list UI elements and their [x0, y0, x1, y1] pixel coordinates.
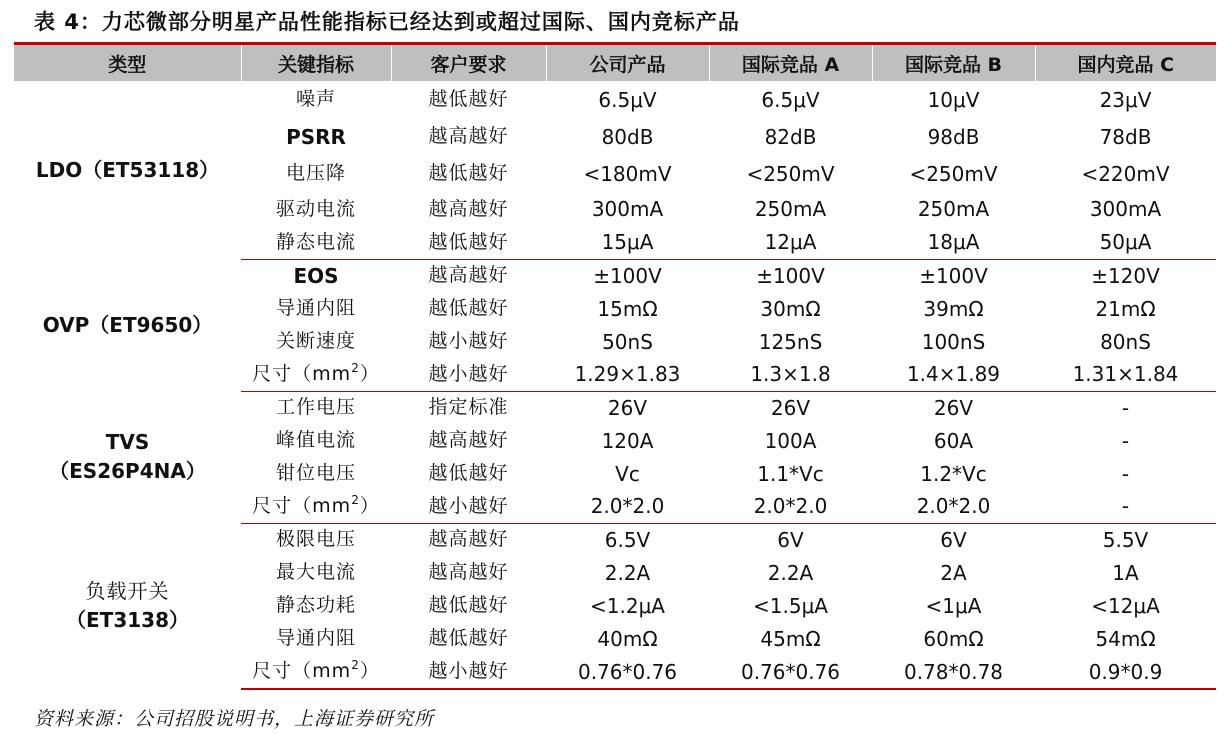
table-row	[14, 259, 1216, 292]
value-cell: 0.76*0.76	[709, 655, 872, 689]
table-row	[14, 523, 1216, 556]
value-cell: 45mΩ	[760, 626, 821, 651]
superscript: 2	[351, 360, 360, 375]
metric-cell: 电压降	[285, 162, 346, 184]
comparison-table	[14, 45, 1216, 690]
requirement-cell: 越低越好	[428, 162, 509, 184]
table-row	[14, 391, 1216, 424]
value-cell: 2.0*2.0	[709, 490, 872, 523]
value-cell: <250mV	[909, 161, 998, 186]
value-cell: -	[1121, 461, 1130, 486]
metric-label-tail: ）	[359, 660, 380, 682]
requirement-cell: 指定标准	[428, 396, 509, 419]
metric-cell: 导通内阻	[275, 297, 356, 319]
value-cell: ±120V	[1091, 263, 1160, 288]
value-cell: 2.0*2.0	[872, 490, 1035, 523]
metric-cell: 导通内阻	[275, 627, 356, 649]
superscript: 2	[351, 492, 360, 507]
requirement-cell: 越高越好	[428, 561, 509, 583]
table-row	[14, 81, 1216, 118]
value-cell: 80nS	[1100, 329, 1151, 354]
requirement-cell: 越低越好	[428, 297, 509, 319]
value-cell: <1.2μA	[590, 593, 665, 618]
metric-cell: 驱动电流	[275, 197, 356, 220]
value-cell: 98dB	[927, 124, 980, 149]
value-cell: 300mA	[1089, 197, 1162, 221]
value-cell: 50nS	[602, 329, 653, 354]
value-cell: 60A	[933, 428, 974, 453]
value-cell: 18μA	[872, 226, 1035, 259]
value-cell: ±100V	[756, 263, 825, 288]
metric-cell: PSRR	[286, 124, 346, 149]
metric-label-tail: ）	[359, 494, 380, 517]
requirement-cell: 越低越好	[428, 88, 509, 110]
value-cell: 80dB	[601, 124, 654, 149]
category-tvs	[14, 391, 241, 523]
value-cell: 21mΩ	[1095, 296, 1156, 321]
table-title: 表 4：力芯微部分明星产品性能指标已经达到或超过国际、国内竞标产品	[34, 10, 740, 34]
header-company: 公司产品	[546, 45, 709, 81]
value-cell: 125nS	[758, 329, 823, 354]
value-cell: -	[1035, 490, 1216, 523]
requirement-cell: 越小越好	[428, 330, 509, 352]
value-cell: 15μA	[546, 226, 709, 259]
value-cell: 6V	[777, 527, 804, 552]
metric-cell: 静态电流	[241, 226, 391, 259]
value-cell: Vc	[615, 461, 640, 486]
requirement-cell: 越高越好	[428, 197, 509, 220]
metric-cell: 钳位电压	[275, 462, 356, 484]
header-row	[14, 45, 1216, 81]
metric-label-tail: ）	[359, 362, 380, 385]
value-cell: <220mV	[1081, 161, 1170, 186]
requirement-cell: 越低越好	[428, 462, 509, 484]
header-metric: 关键指标	[241, 45, 391, 81]
category-load-switch	[14, 523, 241, 689]
metric-label: 尺寸（mm	[252, 494, 352, 517]
value-cell: <1.5μA	[753, 593, 828, 618]
superscript: 2	[351, 658, 360, 672]
value-cell: 50μA	[1035, 226, 1216, 259]
value-cell: 60mΩ	[923, 626, 984, 651]
value-cell: 23μV	[1099, 87, 1152, 112]
value-cell: 5.5V	[1102, 527, 1149, 552]
value-cell: 26V	[933, 395, 974, 420]
value-cell: 0.9*0.9	[1035, 655, 1216, 689]
requirement-cell: 越高越好	[428, 264, 509, 287]
metric-cell: 峰值电流	[275, 429, 356, 451]
requirement-cell: 越高越好	[428, 429, 509, 451]
value-cell: 39mΩ	[923, 296, 984, 321]
requirement-cell: 越低越好	[428, 627, 509, 649]
value-cell: 1.29×1.83	[546, 358, 709, 391]
value-cell: <1μA	[925, 593, 982, 618]
value-cell: 300mA	[591, 197, 664, 221]
category-name: 负载开关	[85, 579, 170, 603]
requirement-cell: 越小越好	[391, 358, 546, 391]
source-note: 资料来源：公司招股说明书，上海证券研究所	[34, 708, 435, 730]
category-model: （ES26P4NA）	[49, 459, 206, 483]
requirement-cell: 越小越好	[391, 655, 546, 689]
value-cell: 0.76*0.76	[546, 655, 709, 689]
metric-cell	[241, 655, 391, 689]
value-cell: <12μA	[1091, 593, 1160, 618]
requirement-cell: 越小越好	[391, 490, 546, 523]
metric-cell: EOS	[293, 263, 339, 288]
value-cell: 2.2A	[767, 560, 814, 585]
value-cell: -	[1121, 395, 1130, 420]
value-cell: 0.78*0.78	[872, 655, 1035, 689]
metric-cell: 最大电流	[275, 561, 356, 583]
value-cell: 82dB	[764, 124, 817, 149]
value-cell: 12μA	[709, 226, 872, 259]
value-cell: 1.3×1.8	[709, 358, 872, 391]
value-cell: 2.2A	[604, 560, 651, 585]
value-cell: <250mV	[746, 161, 835, 186]
metric-label: 尺寸（mm	[252, 362, 352, 385]
value-cell: 40mΩ	[597, 626, 658, 651]
value-cell: ±100V	[593, 263, 662, 288]
category-model: （ET3138）	[66, 608, 189, 632]
metric-cell: 噪声	[295, 88, 336, 110]
metric-label: 尺寸（mm	[252, 660, 352, 682]
value-cell: 78dB	[1099, 124, 1152, 149]
value-cell: 30mΩ	[760, 296, 821, 321]
requirement-cell: 越低越好	[428, 594, 509, 616]
value-cell: 10μV	[927, 87, 980, 112]
value-cell: 250mA	[754, 197, 827, 221]
metric-cell: 工作电压	[275, 396, 356, 419]
value-cell: 6V	[940, 527, 967, 552]
metric-cell: 极限电压	[275, 528, 356, 551]
value-cell: 6.5V	[604, 527, 651, 552]
category-ovp: OVP（ET9650）	[42, 312, 213, 337]
value-cell: 54mΩ	[1095, 626, 1156, 651]
metric-cell: 静态功耗	[275, 594, 356, 616]
requirement-cell: 越高越好	[428, 528, 509, 551]
value-cell: 100nS	[921, 329, 986, 354]
value-cell: 2A	[940, 560, 967, 585]
header-type: 类型	[14, 45, 241, 81]
value-cell: 15mΩ	[597, 296, 658, 321]
value-cell: 6.5μV	[598, 87, 657, 112]
value-cell: 120A	[601, 428, 654, 453]
header-intl-a: 国际竞品 A	[709, 45, 872, 81]
value-cell: 26V	[607, 395, 648, 420]
metric-cell	[241, 358, 391, 391]
requirement-cell: 越高越好	[428, 125, 509, 147]
value-cell: 1.1*Vc	[757, 461, 824, 486]
category-name: TVS	[105, 430, 150, 454]
value-cell: ±100V	[919, 263, 988, 288]
value-cell: 250mA	[917, 197, 990, 221]
value-cell: 1.2*Vc	[920, 461, 987, 486]
header-requirement: 客户要求	[391, 45, 546, 81]
value-cell: 6.5μV	[761, 87, 820, 112]
category-ldo: LDO（ET53118）	[35, 157, 220, 182]
requirement-cell: 越低越好	[391, 226, 546, 259]
header-intl-b: 国际竞品 B	[872, 45, 1035, 81]
metric-cell	[241, 490, 391, 523]
value-cell: <180mV	[583, 161, 672, 186]
value-cell: -	[1121, 428, 1130, 453]
value-cell: 1.31×1.84	[1035, 358, 1216, 391]
value-cell: 100A	[764, 428, 817, 453]
value-cell: 1A	[1112, 560, 1139, 585]
value-cell: 26V	[770, 395, 811, 420]
header-domestic-c: 国内竞品 C	[1035, 45, 1216, 81]
value-cell: 2.0*2.0	[546, 490, 709, 523]
metric-cell: 关断速度	[275, 330, 356, 352]
value-cell: 1.4×1.89	[872, 358, 1035, 391]
